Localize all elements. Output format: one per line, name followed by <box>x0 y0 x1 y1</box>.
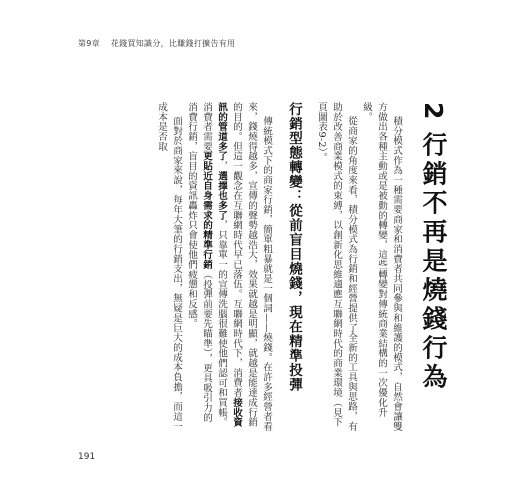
paragraph-3-part-3: ，只靠單一的宣傳洗腦很難使他們認可和買帳。消費者需要 <box>201 102 227 428</box>
subheading: 行銷型態轉變：從前盲目燒錢，現在精準投彈 <box>286 102 302 392</box>
section-heading <box>418 102 448 432</box>
emphasis-channels: 接收資訊的管道多了 <box>216 102 242 428</box>
section-title: 行銷不再是燒錢行為 <box>419 131 448 393</box>
paragraph-2: 從商家的角度來看，積分模式為行銷和經營提供了全新的工具與思路，有助於改善商業模式的束縛，以創新化思維適應互聯網時代的商業環境（見下頁圖表9-2）。 <box>316 102 357 432</box>
chapter-title: 花錢買知識分，比賺錢打擴告有用 <box>110 39 236 48</box>
section-number: 2 <box>419 102 448 124</box>
emphasis-precise-marketing: 更貼近自身需求的精準行銷 <box>201 151 212 270</box>
paragraph-3-part-1: 傳統模式下的商家行銷，簡單粗暴就是一個詞——燒錢。在許多經營者看來，錢燒得越多，宣傳的聲勢越浩大，效果就越是明顯，就越是能達成行銷的目的。但這一觀念在互聯網時代早已落伍。互聯網時代下，消費者 <box>231 102 272 432</box>
emphasis-choices: 選擇也多了 <box>216 170 227 221</box>
paragraph-3-part-4: （投彈前要先瞄準），更具吸引力的消費行銷，盲目的資訊轟炸只會使他們疲憊和反感。 <box>186 102 212 423</box>
paragraph-4: 面對於商家來說，每年大筆的行銷支出，無疑是巨大的成本負擔，而這一成本是否取 <box>156 102 182 432</box>
page-number: 191 <box>78 452 96 462</box>
paragraph-3-part-2: ， <box>216 161 227 171</box>
chapter-label: 第9章 <box>78 39 100 48</box>
paragraph-3 <box>184 102 274 432</box>
running-header <box>78 38 235 49</box>
body-text <box>154 102 448 432</box>
paragraph-1: 積分模式作為一種需要商家和消費者共同參與和維護的模式，自然會讓雙方做出各種主動或是被動的轉變，這些轉變對傳統商業結構的一次優化升級。 <box>361 102 402 432</box>
